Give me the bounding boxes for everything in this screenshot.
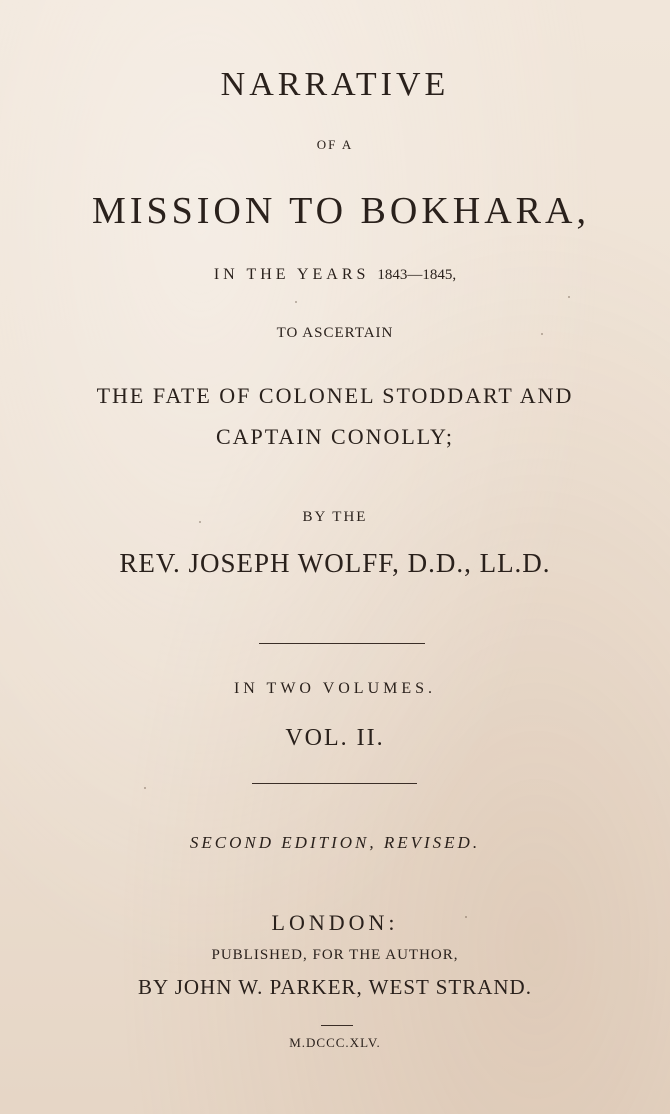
- subject-line-1: THE FATE OF COLONEL STODDART AND: [96, 383, 574, 408]
- imprint-published: PUBLISHED, FOR THE AUTHOR,: [211, 947, 459, 963]
- title-of-a: OF A: [316, 137, 354, 152]
- volumes-line: IN TWO VOLUMES.: [233, 680, 437, 697]
- imprint-city: LONDON:: [271, 910, 399, 935]
- edition-line: SECOND EDITION, REVISED.: [189, 833, 481, 852]
- purpose-line: TO ASCERTAIN: [276, 325, 394, 341]
- imprint-date: M.DCCC.XLV.: [289, 1035, 381, 1050]
- years-prefix: IN THE YEARS: [213, 266, 370, 283]
- years-range: 1843—1845,: [377, 267, 457, 283]
- title-mission: MISSION TO BOKHARA,: [92, 190, 590, 232]
- by-line: BY THE: [302, 509, 368, 525]
- imprint-publisher: BY JOHN W. PARKER, WEST STRAND.: [138, 975, 532, 999]
- divider-rule-middle: [252, 783, 417, 784]
- volume-number: VOL. II.: [285, 725, 385, 751]
- title-narrative: NARRATIVE: [220, 66, 450, 103]
- author-name: REV. JOSEPH WOLFF, D.D., LL.D.: [119, 548, 551, 578]
- divider-rule-short: [321, 1025, 353, 1026]
- years-line: [0, 267, 670, 283]
- divider-rule-top: [259, 643, 425, 644]
- subject-line-2: CAPTAIN CONOLLY;: [215, 424, 455, 449]
